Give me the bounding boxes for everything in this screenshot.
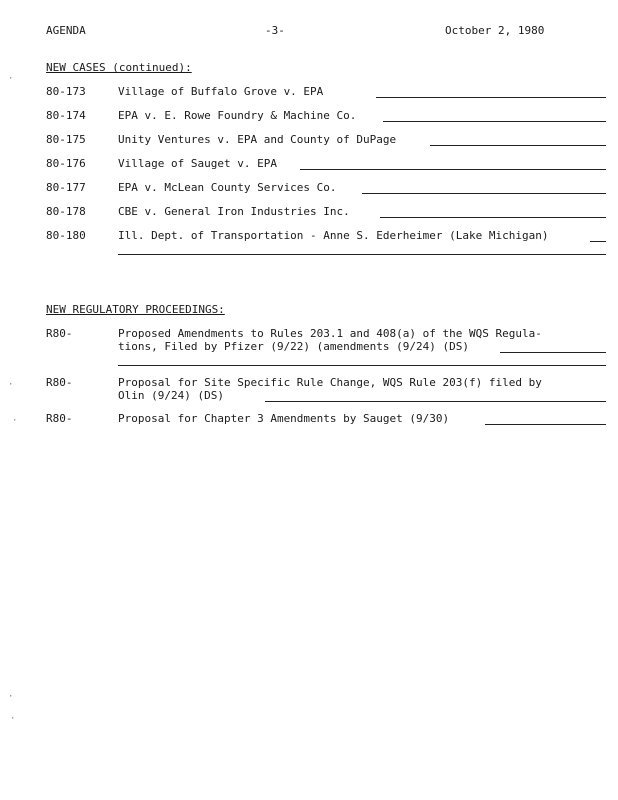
page-number: -3- — [265, 24, 285, 37]
proceeding-number: R80- — [46, 327, 73, 340]
proceeding-title-line2: Olin (9/24) (DS) — [118, 389, 224, 402]
scan-speck: · — [12, 416, 18, 426]
case-blank-line — [380, 217, 606, 218]
proceeding-title-line1: Proposed Amendments to Rules 203.1 and 408(a) of the WQS Regula- — [118, 327, 542, 340]
case-number: 80-174 — [46, 109, 86, 122]
case-blank-line — [430, 145, 606, 146]
scan-speck: · — [8, 380, 14, 390]
case-title: Village of Sauget v. EPA — [118, 157, 277, 170]
case-number: 80-178 — [46, 205, 86, 218]
case-number: 80-175 — [46, 133, 86, 146]
case-title: Village of Buffalo Grove v. EPA — [118, 85, 324, 98]
case-blank-line — [118, 254, 606, 255]
case-number: 80-173 — [46, 85, 86, 98]
header-left: AGENDA — [46, 24, 86, 37]
case-title: EPA v. McLean County Services Co. — [118, 181, 337, 194]
case-blank-line — [383, 121, 606, 122]
regulatory-heading: NEW REGULATORY PROCEEDINGS: — [46, 303, 225, 316]
case-blank-line — [300, 169, 606, 170]
case-blank-line — [362, 193, 606, 194]
new-cases-heading: NEW CASES (continued): — [46, 61, 192, 74]
scan-speck: · — [8, 692, 14, 702]
case-title: Unity Ventures v. EPA and County of DuPage — [118, 133, 397, 146]
case-number: 80-177 — [46, 181, 86, 194]
case-title: CBE v. General Iron Industries Inc. — [118, 205, 350, 218]
case-title: EPA v. E. Rowe Foundry & Machine Co. — [118, 109, 357, 122]
proceeding-title-line2: tions, Filed by Pfizer (9/22) (amendments (9/24) (DS) — [118, 340, 469, 353]
proceeding-blank-line — [265, 401, 606, 402]
proceeding-title-line1: Proposal for Site Specific Rule Change, WQS Rule 203(f) filed by — [118, 376, 542, 389]
case-number: 80-180 — [46, 229, 86, 242]
scan-speck: · — [10, 714, 16, 724]
proceeding-number: R80- — [46, 412, 73, 425]
proceeding-blank-line — [500, 352, 606, 353]
scan-speck: · — [8, 74, 14, 84]
case-blank-line — [590, 241, 606, 242]
case-blank-line — [376, 97, 606, 98]
proceeding-blank-line — [485, 424, 606, 425]
proceeding-blank-line — [118, 365, 606, 366]
case-number: 80-176 — [46, 157, 86, 170]
proceeding-title-line1: Proposal for Chapter 3 Amendments by Sauget (9/30) — [118, 412, 450, 425]
proceeding-number: R80- — [46, 376, 73, 389]
header-date: October 2, 1980 — [445, 24, 545, 37]
case-title: Ill. Dept. of Transportation - Anne S. Ederheimer (Lake Michigan) — [118, 229, 549, 242]
